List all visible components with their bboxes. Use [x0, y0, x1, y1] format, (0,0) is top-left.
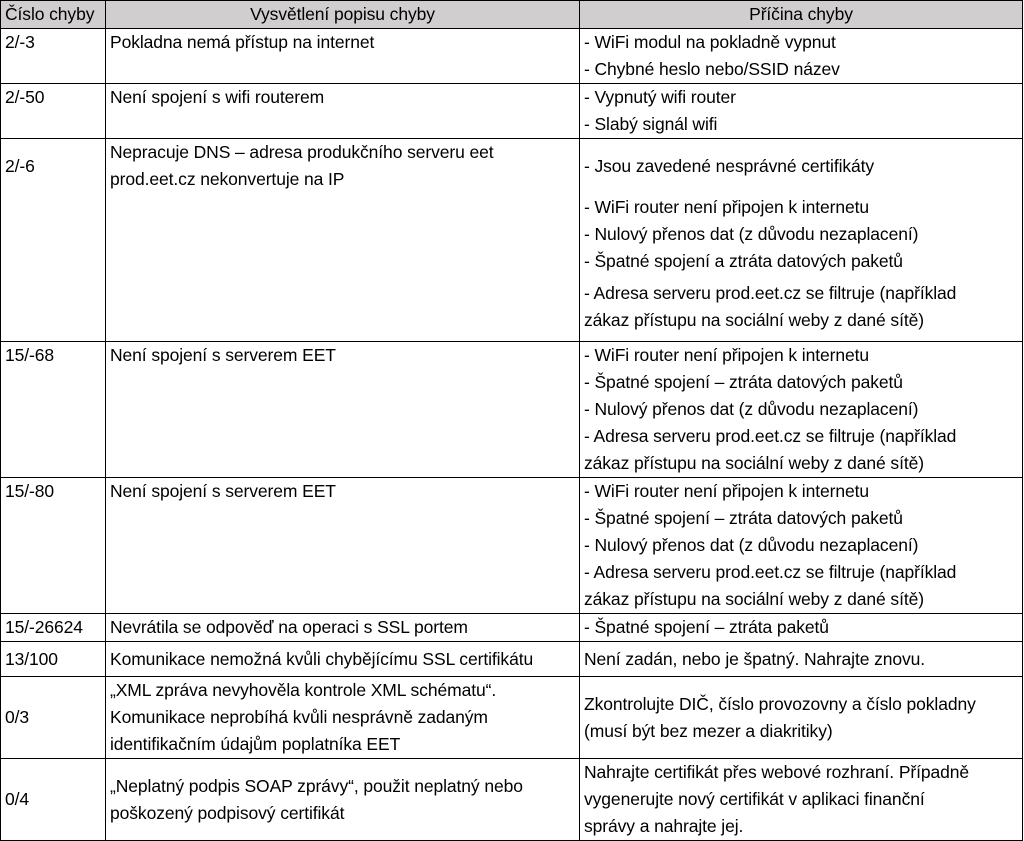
table-row — [1, 677, 1023, 759]
header-description: Vysvětlení popisu chyby — [106, 1, 580, 29]
cause-line: - Nulový přenos dat (z důvodu nezaplacení) — [584, 535, 919, 555]
error-description — [106, 139, 580, 342]
cause-line: - Adresa serveru prod.eet.cz se filtruje (například — [584, 283, 957, 303]
cause-line: - Jsou zavedené nesprávné certifikáty — [584, 156, 875, 176]
cause-line: správy a nahrajte jej. — [584, 816, 744, 836]
error-cause — [580, 677, 1023, 759]
error-code: 2/-3 — [1, 29, 106, 84]
error-cause — [580, 342, 1023, 478]
error-cause — [580, 29, 1023, 84]
cause-line: vygenerujte nový certifikát v aplikaci finanční — [584, 789, 925, 809]
error-code: 2/-50 — [1, 84, 106, 139]
description-line: Komunikace neprobíhá kvůli nesprávně zadaným — [110, 707, 488, 727]
cause-line: - WiFi router není připojen k internetu — [584, 345, 869, 365]
error-code: 13/100 — [1, 642, 106, 677]
description-line: Nepracuje DNS – adresa produkčního serveru eet — [110, 142, 494, 162]
error-cause — [580, 478, 1023, 614]
cause-line: Nahrajte certifikát přes webové rozhraní. Případně — [584, 762, 970, 782]
cause-line: (musí být bez mezer a diakritiky) — [584, 720, 833, 741]
table-row — [1, 29, 1023, 84]
error-code: 15/-68 — [1, 342, 106, 478]
error-description — [106, 29, 580, 84]
table-row — [1, 478, 1023, 614]
cause-line: - Slabý signál wifi — [584, 114, 718, 134]
cause-line: - Vypnutý wifi router — [584, 87, 736, 107]
cause-line: - Špatné spojení a ztráta datových paketů — [584, 251, 903, 271]
error-description: Nevrátila se odpověď na operaci s SSL portem — [106, 614, 580, 642]
table-row — [1, 614, 1023, 642]
cause-line: - WiFi router není připojen k internetu — [584, 481, 869, 501]
cause-line: - Špatné spojení – ztráta datových paketů — [584, 508, 903, 528]
cause-line: - Špatné spojení – ztráta datových paketů — [584, 372, 903, 392]
description-line: „XML zpráva nevyhověla kontrole XML schématu“. — [110, 680, 497, 700]
description-line: Není spojení s wifi routerem — [110, 87, 325, 107]
description-line: Není spojení s serverem EET — [110, 481, 336, 501]
table-row — [1, 139, 1023, 342]
error-code-text: 2/-6 — [5, 156, 35, 176]
table-row — [1, 84, 1023, 139]
description-line: „Neplatný podpis SOAP zprávy“, použit neplatný nebo — [110, 775, 523, 796]
cause-line: - Nulový přenos dat (z důvodu nezaplacení) — [584, 224, 919, 244]
cause-line: Zkontrolujte DIČ, číslo provozovny a číslo pokladny — [584, 693, 976, 714]
description-line: Pokladna nemá přístup na internet — [110, 32, 375, 52]
cause-line: - Adresa serveru prod.eet.cz se filtruje (například — [584, 562, 957, 582]
description-line: poškozený podpisový certifikát — [110, 802, 345, 823]
error-code: 15/-26624 — [1, 614, 106, 642]
cause-line: zákaz přístupu na sociální weby z dané sítě) — [584, 589, 924, 609]
error-description — [106, 478, 580, 614]
error-code: 15/-80 — [1, 478, 106, 614]
header-cause: Příčina chyby — [580, 1, 1023, 29]
cause-line: - WiFi router není připojen k internetu — [584, 197, 869, 217]
description-line: identifikačním údajům poplatníka EET — [110, 734, 401, 754]
cause-line: - Nulový přenos dat (z důvodu nezaplacení) — [584, 399, 919, 419]
table-row — [1, 342, 1023, 478]
cause-line: zákaz přístupu na sociální weby z dané sítě) — [584, 453, 924, 473]
cause-line: zákaz přístupu na sociální weby z dané sítě) — [584, 310, 924, 330]
error-cause — [580, 759, 1023, 841]
error-description — [106, 342, 580, 478]
error-cause: - Špatné spojení – ztráta paketů — [580, 614, 1023, 642]
error-code: 0/3 — [1, 677, 106, 759]
error-description — [106, 759, 580, 841]
table-row — [1, 642, 1023, 677]
cause-line: - Chybné heslo nebo/SSID název — [584, 59, 840, 79]
description-line: Není spojení s serverem EET — [110, 345, 336, 365]
error-cause — [580, 84, 1023, 139]
error-description — [106, 84, 580, 139]
cause-line: - WiFi modul na pokladně vypnut — [584, 32, 836, 52]
cause-line: - Adresa serveru prod.eet.cz se filtruje (například — [584, 426, 957, 446]
table-row — [1, 759, 1023, 841]
header-error-code: Číslo chyby — [1, 1, 106, 29]
table-header-row — [1, 1, 1023, 29]
error-cause — [580, 139, 1023, 342]
error-description: Komunikace nemožná kvůli chybějícímu SSL certifikátu — [106, 642, 580, 677]
error-code — [1, 139, 106, 342]
error-code: 0/4 — [1, 759, 106, 841]
error-description — [106, 677, 580, 759]
description-line: prod.eet.cz nekonvertuje na IP — [110, 169, 345, 189]
error-cause: Není zadán, nebo je špatný. Nahrajte znovu. — [580, 642, 1023, 677]
